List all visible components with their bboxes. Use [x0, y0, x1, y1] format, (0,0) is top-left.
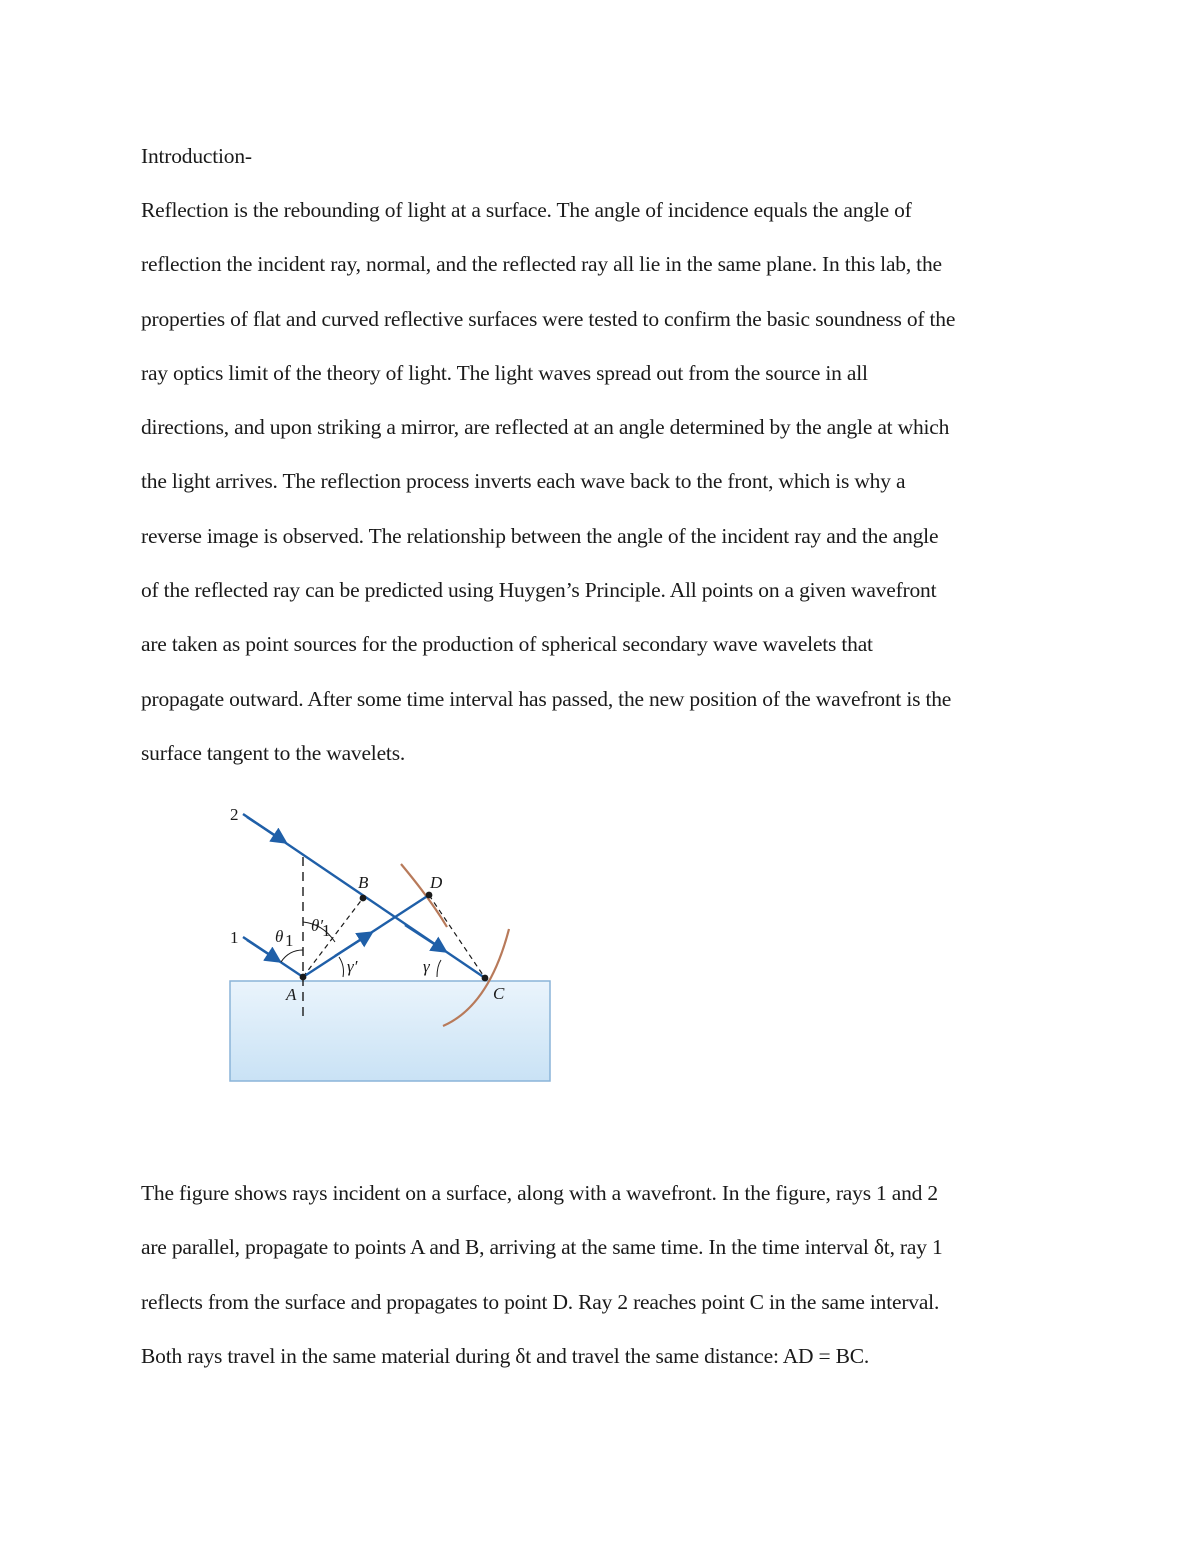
ray-2-arrow-start [247, 817, 285, 842]
intro-line: Reflection is the rebounding of light at a surface. The angle of incidence equals the angle of [141, 198, 912, 222]
gamma-prime-arc [339, 957, 344, 977]
intro-line: are taken as point sources for the production of spherical secondary wave wavelets that [141, 632, 873, 657]
intro-line: reflection the incident ray, normal, and the reflected ray all lie in the same plane. In this lab, the [141, 252, 942, 277]
explain-line: Both rays travel in the same material during δt and travel the same distance: AD = BC. [141, 1343, 870, 1368]
intro-line: the light arrives. The reflection process inverts each wave back to the front, which is why a [141, 469, 906, 494]
theta1-arc [281, 950, 303, 962]
intro-line: directions, and upon striking a mirror, are reflected at an angle determined by the angle at which [141, 415, 950, 440]
intro-line: propagate outward. After some time interval has passed, the new position of the wavefront is the [141, 686, 952, 711]
intro-line: of the reflected ray can be predicted using Huygen’s Principle. All points on a given wavefront [141, 578, 937, 603]
intro-line: surface tangent to the wavelets. [141, 740, 406, 765]
explain-line: reflects from the surface and propagates to point D. Ray 2 reaches point C in the same interval. [141, 1289, 940, 1314]
intro-paragraph [141, 183, 1071, 780]
gamma-label: γ [423, 957, 430, 976]
label-c: C [493, 984, 505, 1003]
point-d [426, 892, 433, 899]
wavefront-dc-dashed [429, 895, 485, 978]
theta1-label: θ [275, 927, 284, 946]
label-a: A [286, 985, 297, 1004]
section-heading [141, 129, 1071, 183]
intro-line: ray optics limit of the theory of light. The light waves spread out from the source in all [141, 360, 868, 385]
theta1-prime-label: θ′ [311, 916, 324, 935]
point-a [300, 974, 307, 981]
figure-explanation-paragraph [141, 1166, 1071, 1383]
label-d: D [430, 873, 443, 892]
ray-1-label: 1 [230, 928, 239, 947]
label-b: B [358, 873, 369, 892]
gamma-arc [437, 960, 441, 977]
theta1-subscript: 1 [285, 931, 294, 950]
ray-2-arrow-mid [405, 925, 445, 951]
ray-1-arrow-out [335, 933, 371, 956]
gamma-prime-label: γ′ [347, 957, 358, 976]
explain-line: are parallel, propagate to points A and B, arriving at the same time. In the time interval δt, ray 1 [141, 1235, 943, 1260]
point-c [482, 975, 489, 982]
ray-2-label: 2 [230, 805, 239, 824]
huygens-reflection-figure [225, 800, 560, 1090]
heading-text: Introduction- [141, 144, 252, 168]
figure-svg [225, 800, 560, 1090]
explain-line: The figure shows rays incident on a surface, along with a wavefront. In the figure, rays 1 and 2 [141, 1181, 938, 1205]
intro-line: properties of flat and curved reflective surfaces were tested to confirm the basic soundness of the [141, 306, 956, 331]
point-b [360, 895, 367, 902]
theta1-prime-subscript: 1 [322, 921, 331, 940]
intro-line: reverse image is observed. The relationship between the angle of the incident ray and the angle [141, 523, 939, 548]
